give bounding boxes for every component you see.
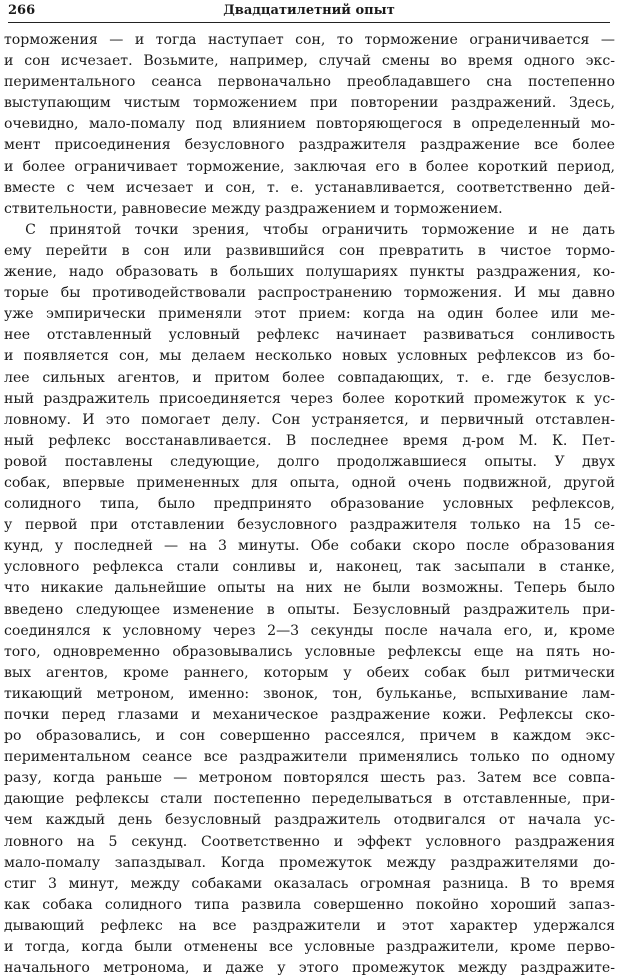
text-line: что никакие дальнейшие опыты на них не были возможны. Теперь было (4, 580, 615, 597)
text-line: ствительности, равновесие между раздражением и торможением. (4, 200, 503, 217)
text-line: чем каждый день безусловный раздражитель отодвигался от начала ус- (4, 812, 615, 829)
text-line: торможения — и тогда наступает сон, то торможение ограничивается — (4, 32, 615, 48)
text-line: ему перейти в сон или развившийся сон превратить в чистое тормо- (4, 242, 615, 259)
text-line: как собака солидного типа развила совершенно покойно хороший запаз- (4, 896, 615, 913)
text-line: кунд, у последней — на 3 минуты. Обе собаки скоро после образования (4, 538, 615, 555)
text-line: того, одновременно образовывались условные рефлексы еще на пять но- (4, 643, 615, 660)
text-line: у первой при отставлении безусловного раздражителя только на 15 се- (4, 517, 615, 534)
text-line: периментального сеанса первоначально преобладавшего сна постепенно (4, 74, 615, 91)
text-line: солидного типа, было предпринято образование условных рефлексов, (4, 496, 615, 513)
text-line: периментальном сеансе все раздражители применялись только по одному (4, 749, 615, 766)
text-line: почки перед глазами и механическое раздражение кожи. Рефлексы ско- (4, 707, 615, 723)
text-line: дающие рефлексы стали постепенно переделываться в отставленные, при- (4, 791, 615, 808)
text-line: введено следующее изменение в опыты. Безусловный раздражитель при- (4, 601, 615, 618)
page-number: 266 (8, 3, 36, 18)
page-header (8, 2, 610, 22)
text-line: ный рефлекс восстанавливается. В последнее время д-ром М. К. Пет- (4, 432, 615, 449)
text-line: нее отставленный условный рефлекс начинает развиваться сонливость (4, 327, 615, 344)
text-line: ро образовались, и сон совершенно рассеялся, причем в каждом экс- (4, 728, 615, 745)
text-line: собак, впервые примененных для опыта, одной очень подвижной, другой (4, 474, 615, 491)
text-line: и появляется сон, мы делаем несколько новых условных рефлексов из бо- (4, 348, 615, 365)
text-line: и тогда, когда были отменены все условные раздражители, кроме перво- (4, 939, 615, 956)
text-line: выступающим чистым торможением при повторении раздражений. Здесь, (4, 95, 615, 112)
text-line: ловному. И это помогает делу. Сон устраняется, и первичный отставлен- (4, 411, 615, 428)
text-line: вместе с чем исчезает и сон, т. е. устанавливается, соответственно дей- (4, 179, 615, 196)
text-line: условного рефлекса стали сонливы и, наконец, так засыпали в станке, (4, 559, 615, 576)
text-line: стиг 3 минут, между собаками оказалась огромная разница. В то время (4, 875, 615, 892)
text-line: начального метронома, и даже у этого промежуток между раздражите- (4, 960, 615, 977)
text-line: соединялся к условному через 2—3 секунды после начала его, и, кроме (4, 622, 615, 639)
text-line: ловного на 5 секунд. Соответственно и эффект условного раздражения (4, 833, 615, 850)
text-line: ровой поставлены следующие, долго продолжавшиеся опыты. У двух (4, 453, 615, 470)
running-title: Двадцатилетний опыт (223, 3, 395, 18)
text-line: торые бы противодействовали распространению торможения. И мы давно (4, 285, 615, 302)
text-line: С принятой точки зрения, чтобы ограничить торможение и не дать (4, 221, 615, 238)
text-line: лее сильных агентов, и притом более совпадающих, т. е. где безуслов- (4, 369, 615, 386)
body-text (4, 30, 615, 979)
header-rule (8, 22, 610, 23)
text-line: мент присоединения безусловного раздражителя раздражение все более (4, 137, 615, 154)
text-line: тикающий метроном, именно: звонок, тон, бульканье, вспыхивание лам- (4, 685, 615, 702)
text-line: и более ограничивает торможение, заключая его в более короткий период, (4, 158, 615, 175)
text-line: вых агентов, кроме раннего, которым у обеих собак был ритмически (4, 664, 615, 681)
text-line: жение, надо образовать в больших полушариях пункты раздражения, ко- (4, 264, 615, 281)
text-line: мало-помалу запаздывал. Когда промежуток между раздражителями до- (4, 854, 615, 871)
text-line: разу, когда раньше — метроном повторялся шесть раз. Затем все совпа- (4, 770, 615, 787)
text-line: очевидно, мало-помалу под влиянием повторяющегося в определенный мо- (4, 116, 615, 133)
text-line: дывающий рефлекс на все раздражители и этот характер удержался (4, 917, 615, 934)
text-line: уже эмпирически применяли этот прием: когда на один более или ме- (4, 306, 615, 323)
text-line: и сон исчезает. Возьмите, например, случай смены во время одного экс- (4, 53, 615, 70)
text-line: ный раздражитель присоединяется через более короткий промежуток к ус- (4, 390, 615, 407)
